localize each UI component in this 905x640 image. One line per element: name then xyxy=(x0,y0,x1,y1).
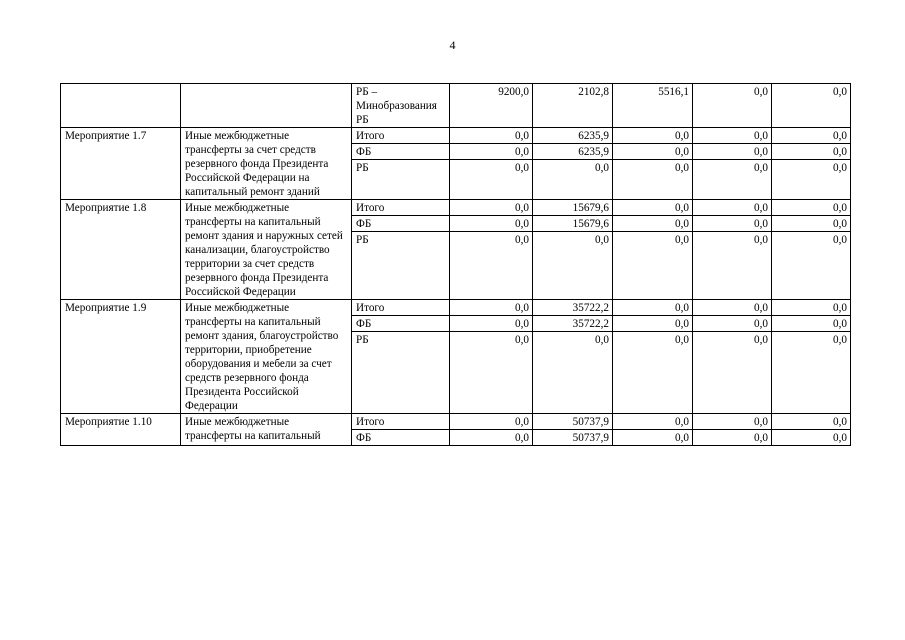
value-cell: 0,0 xyxy=(613,144,693,160)
funding-source-cell: ФБ xyxy=(352,316,450,332)
value-cell: 0,0 xyxy=(533,160,613,200)
value-cell: 35722,2 xyxy=(533,300,613,316)
value-cell: 50737,9 xyxy=(533,430,613,446)
value-cell: 35722,2 xyxy=(533,316,613,332)
activity-name-cell: Мероприятие 1.8 xyxy=(61,200,181,300)
activity-description-cell: Иные межбюджетные трансферты за счет средств резервного фонда Президента Российской Федерации на капитальный ремонт зданий xyxy=(181,128,352,200)
value-cell: 6235,9 xyxy=(533,144,613,160)
value-cell: 0,0 xyxy=(772,216,851,232)
value-cell: 6235,9 xyxy=(533,128,613,144)
value-cell: 50737,9 xyxy=(533,414,613,430)
value-cell: 0,0 xyxy=(450,200,533,216)
value-cell: 5516,1 xyxy=(613,84,693,128)
activity-description-cell: Иные межбюджетные трансферты на капитальный xyxy=(181,414,352,446)
funding-source-cell: РБ xyxy=(352,332,450,414)
value-cell: 0,0 xyxy=(693,216,772,232)
value-cell: 0,0 xyxy=(772,332,851,414)
value-cell: 0,0 xyxy=(450,414,533,430)
table-row xyxy=(61,300,851,316)
value-cell: 0,0 xyxy=(772,144,851,160)
activity-description-cell: Иные межбюджетные трансферты на капитальный ремонт здания, благоустройство территории, приобретение оборудования и мебели за счет средств резервного фонда Президента Российской Федерации xyxy=(181,300,352,414)
table-row xyxy=(61,200,851,216)
value-cell: 0,0 xyxy=(533,332,613,414)
value-cell: 0,0 xyxy=(450,216,533,232)
activity-description-cell xyxy=(181,84,352,128)
funding-source-cell: ФБ xyxy=(352,430,450,446)
funding-source-cell: ФБ xyxy=(352,144,450,160)
value-cell: 2102,8 xyxy=(533,84,613,128)
value-cell: 0,0 xyxy=(450,144,533,160)
value-cell: 0,0 xyxy=(772,200,851,216)
value-cell: 0,0 xyxy=(693,128,772,144)
table-row xyxy=(61,84,851,128)
value-cell: 0,0 xyxy=(693,414,772,430)
activity-name-cell: Мероприятие 1.10 xyxy=(61,414,181,446)
value-cell: 0,0 xyxy=(613,232,693,300)
funding-source-cell: РБ xyxy=(352,160,450,200)
funding-source-cell: Итого xyxy=(352,200,450,216)
value-cell: 0,0 xyxy=(450,430,533,446)
funding-source-cell: Итого xyxy=(352,300,450,316)
activity-name-cell xyxy=(61,84,181,128)
value-cell: 0,0 xyxy=(772,316,851,332)
page-number: 4 xyxy=(449,38,456,52)
funding-source-cell: РБ – Минобразования РБ xyxy=(352,84,450,128)
funding-source-cell: Итого xyxy=(352,128,450,144)
value-cell: 0,0 xyxy=(772,414,851,430)
value-cell: 0,0 xyxy=(772,430,851,446)
value-cell: 15679,6 xyxy=(533,216,613,232)
value-cell: 0,0 xyxy=(613,160,693,200)
activity-description-cell: Иные межбюджетные трансферты на капитальный ремонт здания и наружных сетей канализации, благоустройство территории за счет средств резервного фонда Президента Российской Федерации xyxy=(181,200,352,300)
value-cell: 0,0 xyxy=(613,430,693,446)
value-cell: 0,0 xyxy=(450,316,533,332)
value-cell: 0,0 xyxy=(450,300,533,316)
activity-name-cell: Мероприятие 1.9 xyxy=(61,300,181,414)
value-cell: 0,0 xyxy=(450,128,533,144)
value-cell: 0,0 xyxy=(772,232,851,300)
value-cell: 0,0 xyxy=(693,160,772,200)
value-cell: 0,0 xyxy=(533,232,613,300)
value-cell: 0,0 xyxy=(772,160,851,200)
value-cell: 0,0 xyxy=(450,332,533,414)
value-cell: 0,0 xyxy=(613,316,693,332)
value-cell: 0,0 xyxy=(450,232,533,300)
value-cell: 9200,0 xyxy=(450,84,533,128)
value-cell: 0,0 xyxy=(693,144,772,160)
value-cell: 0,0 xyxy=(693,430,772,446)
table-row xyxy=(61,414,851,430)
value-cell: 0,0 xyxy=(693,84,772,128)
funding-source-cell: Итого xyxy=(352,414,450,430)
funding-source-cell: РБ xyxy=(352,232,450,300)
value-cell: 15679,6 xyxy=(533,200,613,216)
value-cell: 0,0 xyxy=(772,300,851,316)
value-cell: 0,0 xyxy=(772,128,851,144)
funding-source-cell: ФБ xyxy=(352,216,450,232)
value-cell: 0,0 xyxy=(772,84,851,128)
value-cell: 0,0 xyxy=(613,216,693,232)
value-cell: 0,0 xyxy=(613,332,693,414)
value-cell: 0,0 xyxy=(613,300,693,316)
value-cell: 0,0 xyxy=(693,232,772,300)
table-row xyxy=(61,128,851,144)
budget-table xyxy=(60,83,851,446)
value-cell: 0,0 xyxy=(693,300,772,316)
value-cell: 0,0 xyxy=(613,128,693,144)
value-cell: 0,0 xyxy=(693,332,772,414)
value-cell: 0,0 xyxy=(693,200,772,216)
value-cell: 0,0 xyxy=(613,200,693,216)
value-cell: 0,0 xyxy=(450,160,533,200)
value-cell: 0,0 xyxy=(613,414,693,430)
activity-name-cell: Мероприятие 1.7 xyxy=(61,128,181,200)
value-cell: 0,0 xyxy=(693,316,772,332)
